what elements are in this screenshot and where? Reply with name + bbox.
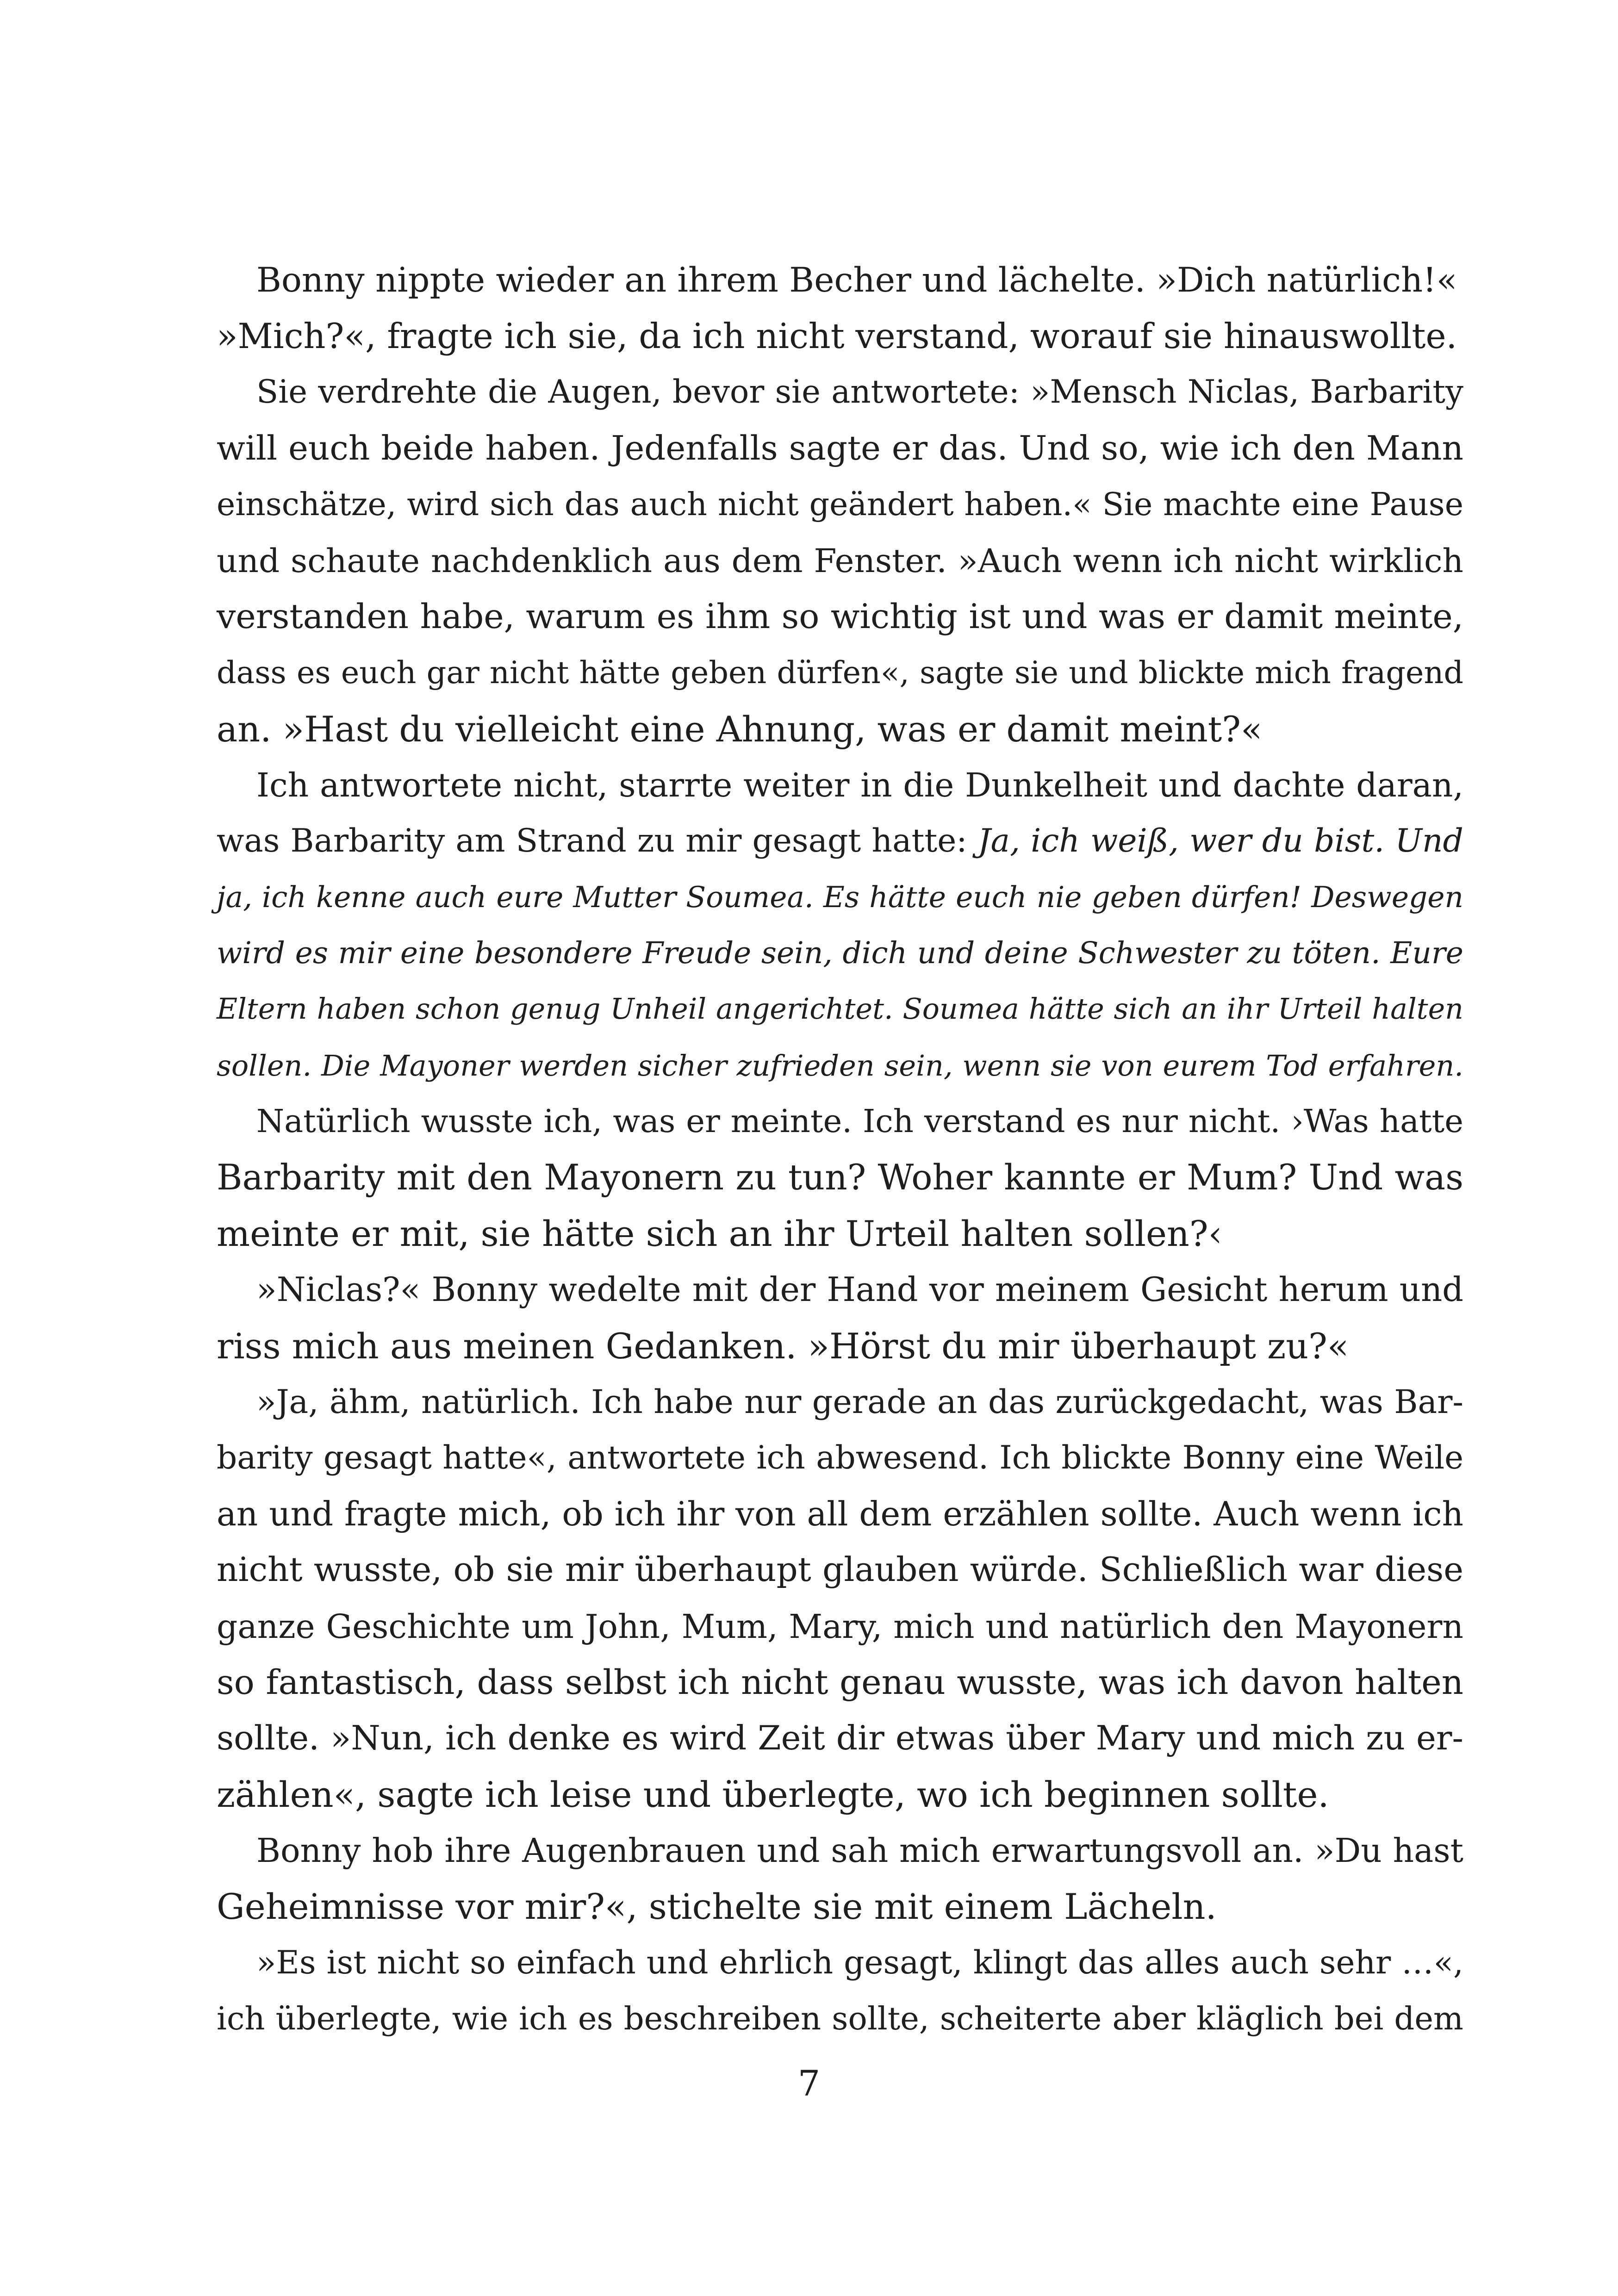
line-text: will euch beide haben. Jedenfalls sagte er das. Und so, wie ich den Mann — [217, 429, 1463, 468]
line-text: riss mich aus meinen Gedanken. »Hörst du mir überhaupt zu?« — [217, 1325, 1349, 1367]
text-line — [217, 1206, 1463, 1262]
line-text: Geheimnisse vor mir?«, stichelte sie mit einem Lächeln. — [217, 1886, 1217, 1928]
line-text: Bonny hob ihre Augenbrauen und sah mich erwartungsvoll an. »Du hast — [256, 1831, 1463, 1870]
line-text: an und fragte mich, ob ich ihr von all dem erzählen sollte. Auch wenn ich — [217, 1494, 1463, 1534]
line-text: Bonny nippte wieder an ihrem Becher und lächelte. »Dich natürlich!« — [256, 261, 1457, 300]
text-line — [217, 1094, 1463, 1150]
text-line — [217, 1879, 1463, 1935]
text-line — [217, 813, 1463, 869]
text-line — [217, 1038, 1463, 1094]
line-text: und schaute nachdenklich aus dem Fenster. »Auch wenn ich nicht wirklich — [217, 541, 1463, 580]
line-text: nicht wusste, ob sie mir überhaupt glauben würde. Schließlich war diese — [217, 1550, 1463, 1590]
text-line — [217, 1262, 1463, 1318]
italic-quote-text: Eltern haben schon genug Unheil angerichtet. Soumea hätte sich an ihr Urteil halten — [217, 992, 1463, 1026]
text-line — [217, 308, 1463, 364]
italic-quote-text: ja, ich kenne auch eure Mutter Soumea. Es hätte euch nie geben dürfen! Deswegen — [217, 880, 1463, 915]
text-line — [217, 1430, 1463, 1486]
text-line — [217, 1655, 1463, 1711]
line-text: so fantastisch, dass selbst ich nicht genau wusste, was ich davon halten — [217, 1662, 1463, 1702]
text-line — [217, 925, 1463, 981]
line-text: ganze Geschichte um John, Mum, Mary, mich und natürlich den Mayonern — [217, 1607, 1463, 1646]
italic-quote-text: wird es mir eine besondere Freude sein, dich und deine Schwester zu töten. Eure — [217, 936, 1463, 971]
text-line — [217, 869, 1463, 925]
text-line — [217, 252, 1463, 308]
text-line — [217, 1150, 1463, 1206]
text-line — [217, 757, 1463, 813]
line-text: Natürlich wusste ich, was er meinte. Ich verstand es nur nicht. ›Was hatte — [256, 1102, 1463, 1140]
line-text: barity gesagt hatte«, antwortete ich abwesend. Ich blickte Bonny eine Weile — [217, 1439, 1463, 1476]
page-number: 7 — [797, 2063, 821, 2104]
line-text: was Barbarity am Strand zu mir gesagt hatte: — [217, 822, 978, 859]
line-text: dass es euch gar nicht hätte geben dürfen«, sagte sie und blickte mich fragend — [217, 654, 1463, 691]
text-line — [217, 1711, 1463, 1767]
text-line — [217, 1486, 1463, 1542]
text-line — [217, 1991, 1463, 2047]
text-line — [217, 1767, 1463, 1823]
line-text: Ich antwortete nicht, starrte weiter in die Dunkelheit und dachte daran, — [256, 765, 1463, 804]
line-text: zählen«, sagte ich leise und überlegte, wo ich beginnen sollte. — [217, 1774, 1329, 1816]
line-text: »Mich?«, fragte ich sie, da ich nicht verstand, worauf sie hinauswollte. — [217, 316, 1457, 357]
text-line — [217, 981, 1463, 1037]
text-line — [217, 1935, 1463, 1991]
line-text: sollte. »Nun, ich denke es wird Zeit dir etwas über Mary und mich zu er- — [217, 1718, 1463, 1758]
text-line — [217, 533, 1463, 589]
text-line — [217, 1823, 1463, 1879]
line-text: Sie verdrehte die Augen, bevor sie antwortete: »Mensch Niclas, Barbarity — [256, 373, 1463, 411]
line-text: Barbarity mit den Mayonern zu tun? Woher kannte er Mum? Und was — [217, 1157, 1463, 1198]
line-text: meinte er mit, sie hätte sich an ihr Urteil halten sollen?‹ — [217, 1213, 1223, 1255]
body-text — [217, 252, 1463, 2047]
line-text: ich überlegte, wie ich es beschreiben sollte, scheiterte aber kläglich bei dem — [217, 2000, 1463, 2037]
italic-quote-text: sollen. Die Mayoner werden sicher zufrieden sein, wenn sie von eurem Tod erfahren. — [217, 1048, 1463, 1083]
text-line — [217, 1599, 1463, 1655]
line-text: »Ja, ähm, natürlich. Ich habe nur gerade an das zurückgedacht, was Bar- — [256, 1383, 1463, 1421]
text-line — [217, 1318, 1463, 1374]
italic-quote-text: Ja, ich weiß, wer du bist. Und — [977, 822, 1463, 859]
line-text: an. »Hast du vielleicht eine Ahnung, was er damit meint?« — [217, 708, 1263, 750]
line-text: einschätze, wird sich das auch nicht geändert haben.« Sie machte eine Pause — [217, 486, 1463, 523]
text-line — [217, 701, 1463, 757]
text-line — [217, 1542, 1463, 1598]
text-line — [217, 364, 1463, 420]
text-line — [217, 645, 1463, 701]
line-text: »Es ist nicht so einfach und ehrlich gesagt, klingt das alles auch sehr …«, — [256, 1944, 1463, 1981]
text-line — [217, 477, 1463, 533]
text-line — [217, 421, 1463, 477]
text-line — [217, 1374, 1463, 1430]
line-text: »Niclas?« Bonny wedelte mit der Hand vor meinem Gesicht herum und — [256, 1270, 1463, 1309]
line-text: verstanden habe, warum es ihm so wichtig ist und was er damit meinte, — [217, 597, 1463, 637]
text-line — [217, 589, 1463, 645]
